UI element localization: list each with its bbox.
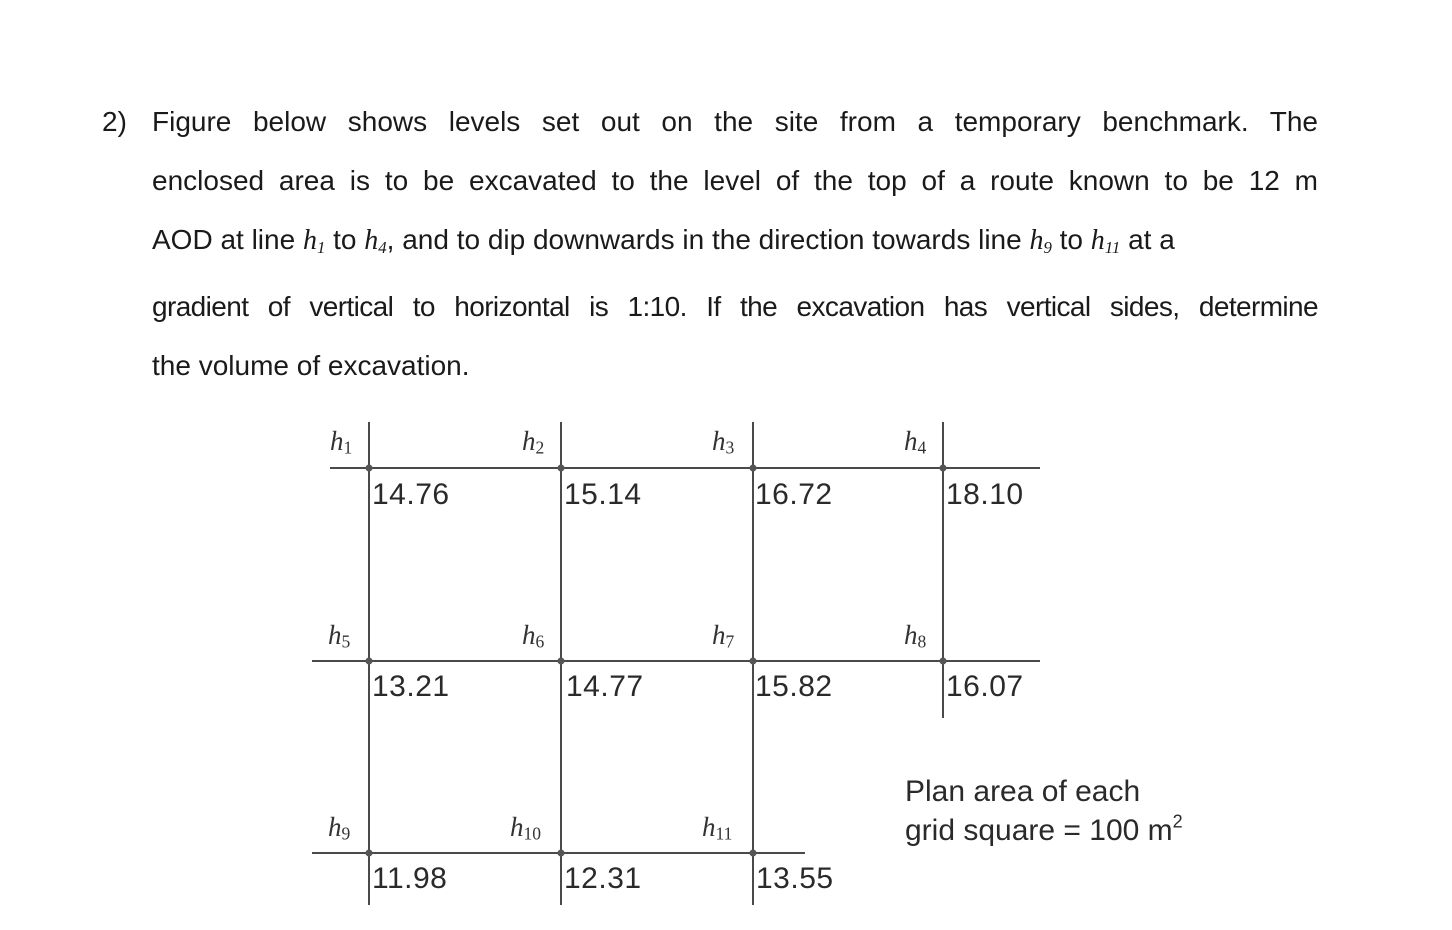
label-h3-sub: 3 [725,437,735,458]
line3-text-a: AOD at line [152,224,303,255]
point-h6 [558,658,565,665]
label-h1-letter: h [330,426,344,456]
h11-ref-letter: h [1090,225,1105,256]
question-line-5: the volume of excavation. [152,350,470,382]
point-h2 [558,465,565,472]
question-number: 2) [102,106,127,137]
question-line-3 [152,210,1318,277]
line3-text-d: to [1051,224,1091,255]
level-h1: 14.76 [372,478,450,511]
line3-text-c: , and to dip downwards in the direction towards line [386,224,1030,255]
point-h7 [750,658,757,665]
label-h11 [702,814,732,843]
level-h7: 15.82 [755,670,833,703]
level-h6: 14.77 [566,670,644,703]
label-h8-letter: h [904,620,918,650]
point-h4 [940,465,947,472]
label-h9-letter: h [328,812,342,842]
label-h6 [522,622,544,651]
label-h11-sub: 11 [715,823,733,844]
label-h9 [328,814,350,843]
level-h11: 13.55 [756,862,834,895]
label-h11-letter: h [702,812,716,842]
label-h5-sub: 5 [341,631,351,652]
h11-ref [1091,225,1121,256]
label-h6-sub: 6 [535,631,545,652]
h1-ref-letter: h [302,225,317,256]
level-h4: 18.10 [946,478,1024,511]
h4-ref-sub: 4 [378,238,387,258]
h9-ref-letter: h [1029,225,1044,256]
label-h8 [904,622,926,651]
level-h9: 11.98 [372,862,448,895]
question-line-2: enclosed area is to be excavated to the level of the top of a route known to be 12 m [152,165,1318,196]
question-text [152,92,1318,395]
h4-ref-letter: h [364,225,379,256]
question-line-1: Figure below shows levels set out on the site from a temporary benchmark. The [152,106,1318,137]
label-h1-sub: 1 [343,437,353,458]
point-h1 [366,465,373,472]
point-h9 [366,850,373,857]
point-h8 [940,658,947,665]
label-h10-letter: h [510,812,524,842]
level-h3: 16.72 [755,478,833,511]
label-h4-sub: 4 [917,437,927,458]
question-line-4: gradient of vertical to horizontal is 1:10. If the excavation has vertical sides, determine [152,291,1318,323]
h4-ref [364,225,386,256]
note-line-2 [905,811,1183,850]
point-h3 [750,465,757,472]
label-h5 [328,622,350,651]
line3-text-b: to [325,224,365,255]
label-h7 [712,622,734,651]
point-h5 [366,658,373,665]
point-h11 [750,850,757,857]
label-h3-letter: h [712,426,726,456]
h1-ref [303,225,325,256]
level-h10: 12.31 [564,862,642,895]
label-h8-sub: 8 [917,631,927,652]
line3-text-e: at a [1120,224,1175,255]
label-h10-sub: 10 [523,823,542,844]
label-h9-sub: 9 [341,823,351,844]
point-h10 [558,850,565,857]
note-line-1: Plan area of each [905,775,1141,808]
label-h10 [510,814,541,843]
plan-area-note [905,772,1183,850]
label-h4 [904,428,926,457]
label-h3 [712,428,734,457]
label-h7-sub: 7 [725,631,735,652]
note-line-2-text: grid square = 100 m [905,814,1173,847]
level-h2: 15.14 [564,478,642,511]
label-h2-sub: 2 [535,437,545,458]
label-h2-letter: h [522,426,536,456]
label-h7-letter: h [712,620,726,650]
h9-ref-sub: 9 [1043,238,1052,258]
label-h2 [522,428,544,457]
h9-ref [1029,225,1051,256]
level-h5: 13.21 [372,670,450,703]
h11-ref-sub: 11 [1104,238,1121,258]
level-grid-figure [300,400,1260,920]
label-h6-letter: h [522,620,536,650]
label-h4-letter: h [904,426,918,456]
label-h1 [330,428,352,457]
label-h5-letter: h [328,620,342,650]
h1-ref-sub: 1 [316,238,326,258]
note-line-2-sup: 2 [1172,811,1183,832]
level-h8: 16.07 [946,670,1024,703]
